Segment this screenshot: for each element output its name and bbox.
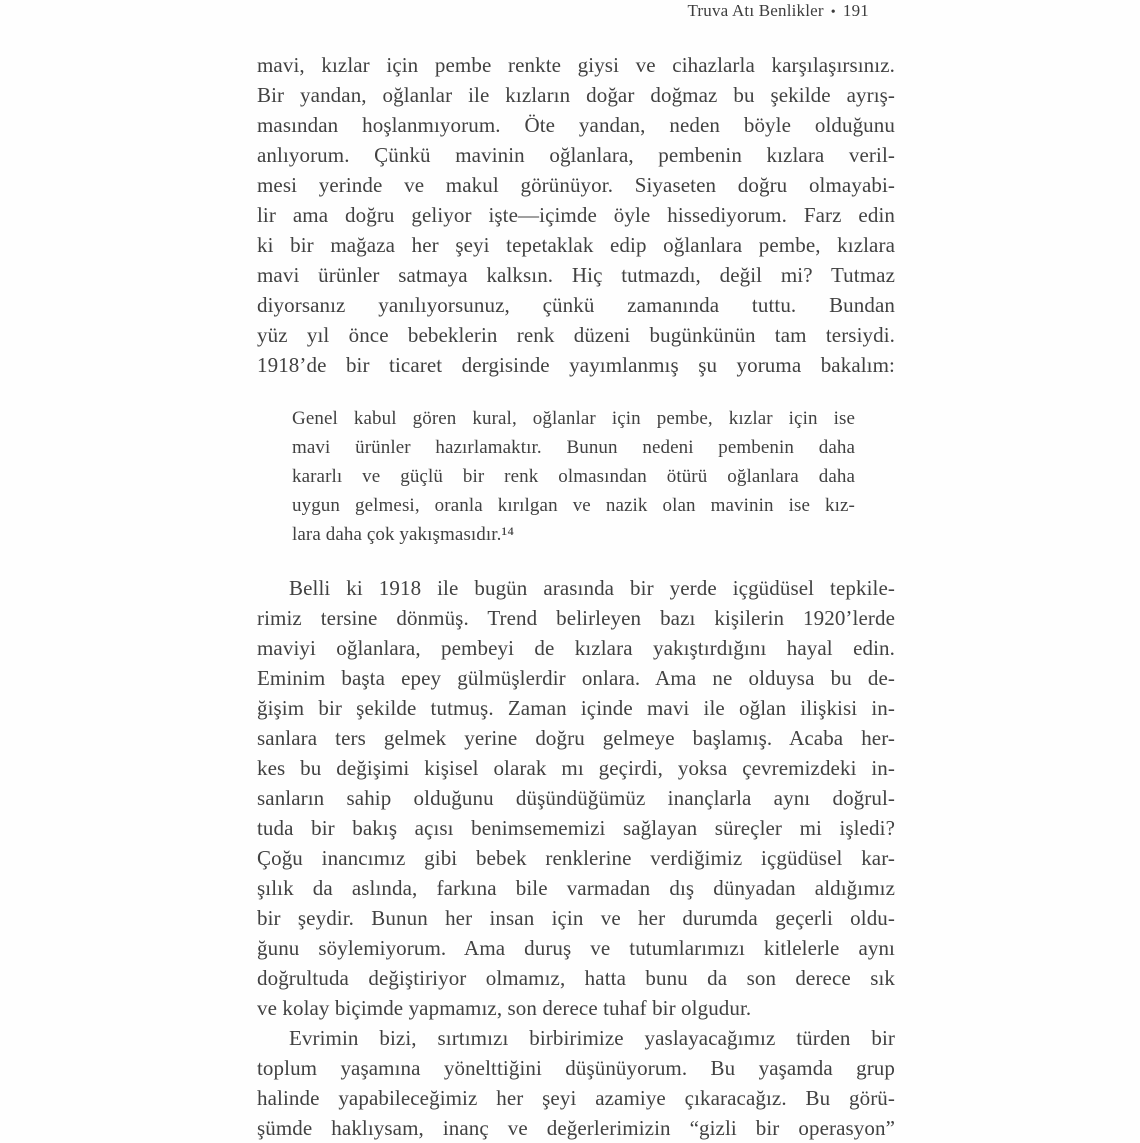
text-line: ğişim bir şekilde tutmuş. Zaman içinde mavi ile oğlan ilişkisi in- xyxy=(257,696,895,720)
text-line: Belli ki 1918 ile bugün arasında bir yerde içgüdüsel tepkile- xyxy=(289,576,895,600)
text-line: maviyi oğlanlara, pembeyi de kızlara yakıştırdığını hayal edin. xyxy=(257,636,895,660)
text-line: rimiz tersine dönmüş. Trend belirleyen bazı kişilerin 1920’lerde xyxy=(257,606,895,630)
text-line: Çoğu inancımız gibi bebek renklerine verdiğimiz içgüdüsel kar- xyxy=(257,846,895,870)
page-header xyxy=(257,0,895,24)
text-line: mavi, kızlar için pembe renkte giysi ve cihazlarla karşılaşırsınız. xyxy=(257,53,895,77)
text-line: toplum yaşamına yönelttiğini düşünüyorum. Bu yaşamda grup xyxy=(257,1056,895,1080)
text-line: kes bu değişimi kişisel olarak mı geçirdi, yoksa çevremizdeki in- xyxy=(257,756,895,780)
text-line: şümde haklıysam, inanç ve değerlerimizin “gizli bir operasyon” xyxy=(257,1116,895,1140)
text-line: sanlara ters gelmek yerine doğru gelmeye başlamış. Acaba her- xyxy=(257,726,895,750)
text-line: uygun gelmesi, oranla kırılgan ve nazik olan mavinin ise kız- xyxy=(292,495,855,516)
paragraph xyxy=(257,50,895,380)
text-line: Genel kabul gören kural, oğlanlar için pembe, kızlar için ise xyxy=(292,408,855,429)
text-line: masından hoşlanmıyorum. Öte yandan, neden böyle olduğunu xyxy=(257,113,895,137)
text-line: doğrultuda değiştiriyor olmamız, hatta bunu da son derece sık xyxy=(257,966,895,990)
text-line: yüz yıl önce bebeklerin renk düzeni bugünkünün tam tersiydi. xyxy=(257,323,895,347)
bullet-separator: • xyxy=(830,5,836,20)
text-line: sanların sahip olduğunu düşündüğümüz inançlarla aynı doğrul- xyxy=(257,786,895,810)
text-line: lara daha çok yakışmasıdır.¹⁴ xyxy=(292,524,515,545)
text-line: 1918’de bir ticaret dergisinde yayımlanmış şu yoruma bakalım: xyxy=(257,353,895,377)
text-line: mavi ürünler satmaya kalksın. Hiç tutmazdı, değil mi? Tutmaz xyxy=(257,263,895,287)
text-line: Eminim başta epey gülmüşlerdir onlara. Ama ne olduysa bu de- xyxy=(257,666,895,690)
text-line: Evrimin bizi, sırtımızı birbirimize yaslayacağımız türden bir xyxy=(289,1026,895,1050)
text-line: tuda bir bakış açısı benimsememizi sağlayan süreçler mi işledi? xyxy=(257,816,895,840)
text-line: halinde yapabileceğimiz her şeyi azamiye çıkaracağız. Bu görü- xyxy=(257,1086,895,1110)
text-line: Bir yandan, oğlanlar ile kızların doğar doğmaz bu şekilde ayrış- xyxy=(257,83,895,107)
page-number: 191 xyxy=(842,1,869,20)
page-content xyxy=(257,50,895,1143)
text-line: anlıyorum. Çünkü mavinin oğlanlara, pembenin kızlara veril- xyxy=(257,143,895,167)
text-line: diyorsanız yanılıyorsunuz, çünkü zamanında tuttu. Bundan xyxy=(257,293,895,317)
block-quote xyxy=(292,404,855,549)
text-line: şılık da aslında, farkına bile varmadan dış dünyadan aldığımız xyxy=(257,876,895,900)
text-line: ğunu söylemiyorum. Ama duruş ve tutumlarımızı kitlelerle aynı xyxy=(257,936,895,960)
running-title: Truva Atı Benlikler xyxy=(687,1,824,20)
text-line: bir şeydir. Bunun her insan için ve her durumda geçerli oldu- xyxy=(257,906,895,930)
paragraph xyxy=(257,573,895,1023)
text-line: mavi ürünler hazırlamaktır. Bunun nedeni pembenin daha xyxy=(292,437,855,458)
text-line: kararlı ve güçlü bir renk olmasından ötürü oğlanlara daha xyxy=(292,466,855,487)
text-line: ve kolay biçimde yapmamız, son derece tuhaf bir olgudur. xyxy=(257,996,752,1020)
paragraph xyxy=(257,1023,895,1143)
text-line: mesi yerinde ve makul görünüyor. Siyaseten doğru olmayabi- xyxy=(257,173,895,197)
text-line: lir ama doğru geliyor işte—içimde öyle hissediyorum. Farz edin xyxy=(257,203,895,227)
text-line: ki bir mağaza her şeyi tepetaklak edip oğlanlara pembe, kızlara xyxy=(257,233,895,257)
